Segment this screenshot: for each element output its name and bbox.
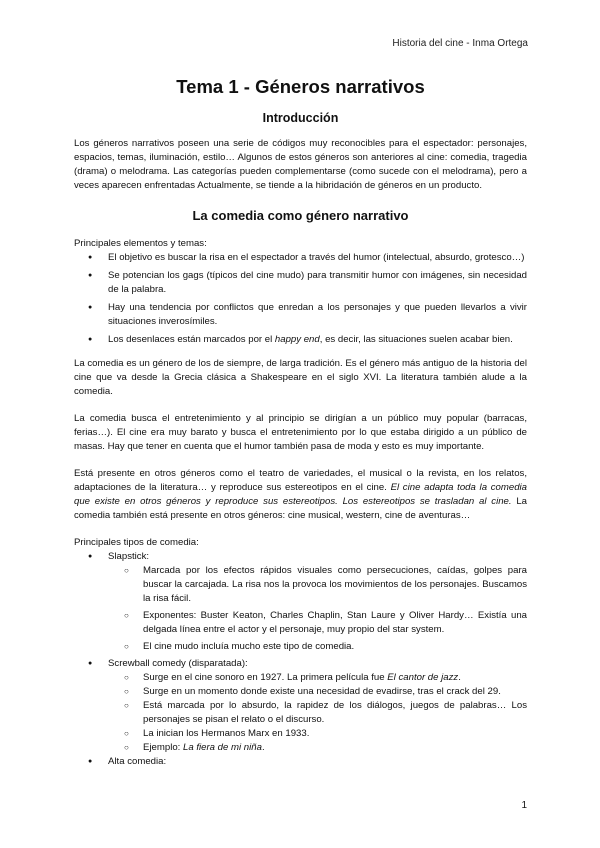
emphasis: El cine adapta toda la comedia que existe en otros géneros y reproduce sus estereotipos. Los estereotipos se trasladan al cine. <box>74 482 527 507</box>
comedy-paragraph-2: La comedia busca el entretenimiento y al principio se dirigían a un público muy popular (barracas, ferias…). El cine era muy barato y busca el entretenimiento por lo que estaba dirigido a un público de masas. Hay que tener en cuenta que el humor también pasa de moda y esto es muy importante. <box>74 413 527 452</box>
list-item: ○ Marcada por los efectos rápidos visuales como persecuciones, caídas, golpes para buscar la carcajada. La risa nos la provoca los movimientos de los personajes. Buscamos la risa fácil. <box>74 564 527 606</box>
list-item: ○ La inician los Hermanos Marx en 1933. <box>74 727 527 741</box>
list-item: ● Los desenlaces están marcados por el happy end, es decir, las situaciones suelen acabar bien. <box>74 333 527 347</box>
list-item: ○ Surge en un momento donde existe una necesidad de evadirse, tras el crack del 29. <box>74 685 527 699</box>
emphasis: happy end <box>274 334 320 345</box>
list-item: ○ Está marcada por lo absurdo, la rapidez de los diálogos, juegos de palabras… Los personajes se pisan el relato o el discurso. <box>74 699 527 727</box>
intro-paragraph: Los géneros narrativos poseen una serie de códigos muy reconocibles para el espectador: personajes, espacios, temas, iluminación, estilo… Algunos de estos géneros son anteriores al cine: comedia, tragedia (drama) o melodrama. Las categorías pueden complementarse (como sucede con el melodrama), pero a veces aparecen enfrentadas Actualmente, se tiende a la hibridación de géneros en un producto. <box>74 138 527 191</box>
list-item-screwball: ● Screwball comedy (disparatada): ○ Surge en el cine sonoro en 1927. La primera película fue El cantor de jazz. ○ Surge en un momento donde existe una necesidad de evadirse, tras el crack del 29. ○ Está marcada por lo absurdo, la rapidez de los diálogos, juegos de palabras… Los personajes se pisan el relato o el discurso. ○ La inician los Hermanos Marx en 1933. ○ Ejemplo: La fiera de mi niña. <box>74 657 527 755</box>
page-number: 1 <box>521 800 527 811</box>
elements-list <box>74 251 527 347</box>
list-item: ○ Surge en el cine sonoro en 1927. La primera película fue El cantor de jazz. <box>74 671 527 685</box>
list-item: ● Se potencian los gags (típicos del cine mudo) para transmitir humor con imágenes, sin necesidad de la palabra. <box>74 269 527 297</box>
types-list <box>74 550 527 769</box>
list-item: ○ Exponentes: Buster Keaton, Charles Chaplin, Stan Laure y Oliver Hardy… Existía una delgada línea entre el actor y el personaje, muy propio del star system. <box>74 609 527 637</box>
types-lead: Principales tipos de comedia: <box>74 537 199 548</box>
comedy-paragraph-1: La comedia es un género de los de siempre, de larga tradición. Es el género más antiguo de la historia del cine que va desde la Grecia clásica a Shakespeare en el siglo XVI. La literatura también alude a la comedia. <box>74 358 527 397</box>
intro-heading: Introducción <box>262 111 339 125</box>
comedy-paragraph-3: Está presente en otros géneros como el teatro de variedades, el musical o la revista, en los relatos, adaptaciones de la literatura… y reproduce sus estereotipos en el cine. El cine adapta toda la comedia que existe en otros géneros y reproduce sus estereotipos. Los estereotipos se trasladan al cine. La comedia también está presente en otros géneros: cine musical, western, cine de aventuras… <box>74 468 527 521</box>
page-title: Tema 1 - Géneros narrativos <box>176 76 425 97</box>
running-header: Historia del cine - Inma Ortega <box>392 38 528 49</box>
list-item-slapstick: ● Slapstick: ○ Marcada por los efectos rápidos visuales como persecuciones, caídas, golpes para buscar la carcajada. La risa nos la provoca los movimientos de los personajes. Buscamos la risa fácil. ○ Exponentes: Buster Keaton, Charles Chaplin, Stan Laure y Oliver Hardy… Existía una delgada línea entre el actor y el personaje, muy propio del star system. ○ El cine mudo incluía mucho este tipo de comedia. <box>74 550 527 654</box>
list-item: ● El objetivo es buscar la risa en el espectador a través del humor (intelectual, absurdo, grotesco…) <box>74 251 527 265</box>
film-title: La fiera de mi niña <box>183 742 262 753</box>
list-item-alta-comedia: ● Alta comedia: <box>74 755 527 769</box>
list-item: ● Hay una tendencia por conflictos que enredan a los personajes y que pueden llevarlos a vivir situaciones inverosímiles. <box>74 301 527 329</box>
elements-lead: Principales elementos y temas: <box>74 238 207 249</box>
screwball-sublist <box>108 671 527 755</box>
comedy-heading: La comedia como género narrativo <box>192 208 409 223</box>
list-item: ○ El cine mudo incluía mucho este tipo de comedia. <box>74 640 527 654</box>
page-content <box>74 76 527 769</box>
slapstick-sublist <box>108 564 527 654</box>
film-title: El cantor de jazz <box>387 672 459 683</box>
list-item: ○ Ejemplo: La fiera de mi niña. <box>74 741 527 755</box>
